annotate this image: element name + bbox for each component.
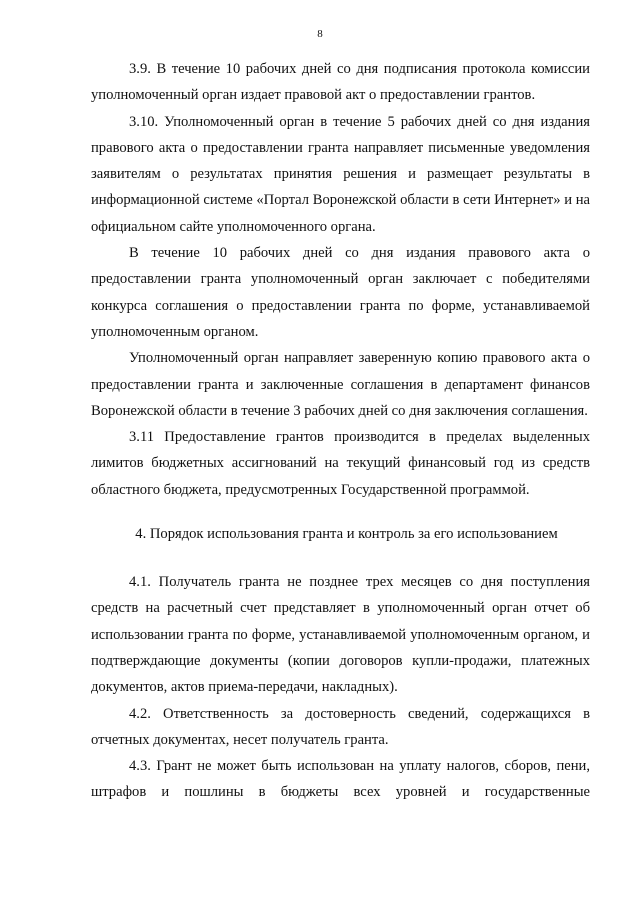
paragraph-3-9: 3.9. В течение 10 рабочих дней со дня подписания протокола комиссии уполномоченный орган издает правовой акт о предоставлении грантов. <box>91 61 590 104</box>
paragraph-4-3: 4.3. Грант не может быть использован на уплату налогов, сборов, пени, штрафов и пошлины в бюджеты всех уровней и государственные <box>91 758 590 801</box>
section-heading: 4. Порядок использования гранта и контроль за его использованием <box>135 526 558 543</box>
document-body <box>91 56 590 806</box>
paragraph-3-11: 3.11 Предоставление грантов производится в пределах выделенных лимитов бюджетных ассигнований на текущий финансовый год из средств областного бюджета, предусмотренных Государственной программой. <box>91 429 590 498</box>
paragraph-4-1: 4.1. Получатель гранта не позднее трех месяцев со дня поступления средств на расчетный счет представляет в уполномоченный орган отчет об использовании гранта по форме, устанавливаемой уполномоченным органом, и подтверждающие документы (копии договоров купли-продажи, платежных документов, актов приема-передачи, накладных). <box>91 574 590 696</box>
page-number: 8 <box>317 28 323 40</box>
paragraph-4-2: 4.2. Ответственность за достоверность сведений, содержащихся в отчетных документах, несет получатель гранта. <box>91 705 590 748</box>
paragraph-agreement-conclusion: В течение 10 рабочих дней со дня издания правового акта о предоставлении гранта уполномоченный орган заключает с победителями конкурса соглашения о предоставлении гранта по форме, устанавливаемой уполномоченным органом. <box>91 245 590 340</box>
paragraph-3-10: 3.10. Уполномоченный орган в течение 5 рабочих дней со дня издания правового акта о предоставлении гранта направляет письменные уведомления заявителям о результатах принятия решения и размещает результаты в информационной системе «Портал Воронежской области в сети Интернет» и на официальном сайте уполномоченного органа. <box>91 113 590 235</box>
paragraph-copy-to-finance-department: Уполномоченный орган направляет заверенную копию правового акта о предоставлении гранта и заключенные соглашения в департамент финансов Воронежской области в течение 3 рабочих дней со дня заключения соглашения. <box>91 350 590 419</box>
